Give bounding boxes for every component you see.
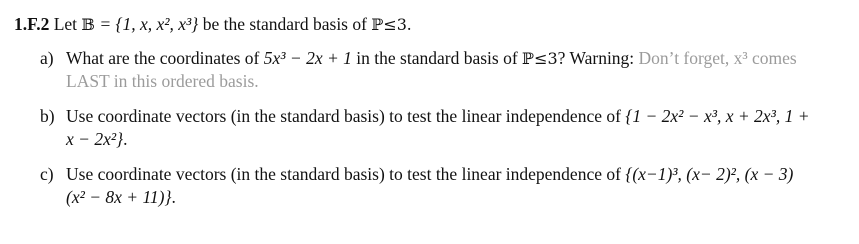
problem-lead: Let xyxy=(53,14,82,34)
document xyxy=(14,12,849,221)
part-c xyxy=(14,163,849,209)
part-a-space: ℙ≤3 xyxy=(522,49,558,68)
problem-statement xyxy=(14,12,849,37)
problem-period: . xyxy=(406,14,412,34)
warning-text: Don’t forget, x³ comes LAST in this ordered basis. xyxy=(66,48,797,91)
part-a-text-before: What are the coordinates of xyxy=(66,48,264,68)
part-c-text: Use coordinate vectors (in the standard basis) to test the linear independence of xyxy=(66,164,626,184)
part-b-end: . xyxy=(123,129,128,149)
part-a-body xyxy=(66,47,811,93)
part-label: b) xyxy=(40,106,55,126)
part-label: c) xyxy=(40,164,54,184)
part-b xyxy=(14,105,849,151)
part-a-text-after: in the standard basis of xyxy=(351,48,523,68)
part-label: a) xyxy=(40,48,54,68)
parts-list xyxy=(14,47,849,209)
polynomial-space: ℙ≤3 xyxy=(371,15,407,34)
part-a-polynomial: 5x³ − 2x + 1 xyxy=(263,48,352,68)
part-b-text: Use coordinate vectors (in the standard basis) to test the linear independence of xyxy=(66,106,626,126)
problem-tail: be the standard basis of xyxy=(198,14,372,34)
problem-number: 1.F.2 xyxy=(14,14,50,34)
part-a xyxy=(14,47,849,93)
basis-set: = {1, x, x², x³} xyxy=(94,14,199,34)
part-c-body xyxy=(66,163,811,209)
warning-label: Warning: xyxy=(569,48,635,68)
part-b-body xyxy=(66,105,811,151)
part-c-end: . xyxy=(171,187,176,207)
basis-symbol: 𝔹 xyxy=(81,15,95,34)
part-c-set: {(x−1)³, (x− 2)², (x − 3)(x² − 8x + 11)} xyxy=(66,164,794,207)
part-b-set: {1 − 2x² − x³, x + 2x³, 1 + x − 2x²} xyxy=(66,106,810,149)
part-a-question-end: ? xyxy=(557,48,570,68)
